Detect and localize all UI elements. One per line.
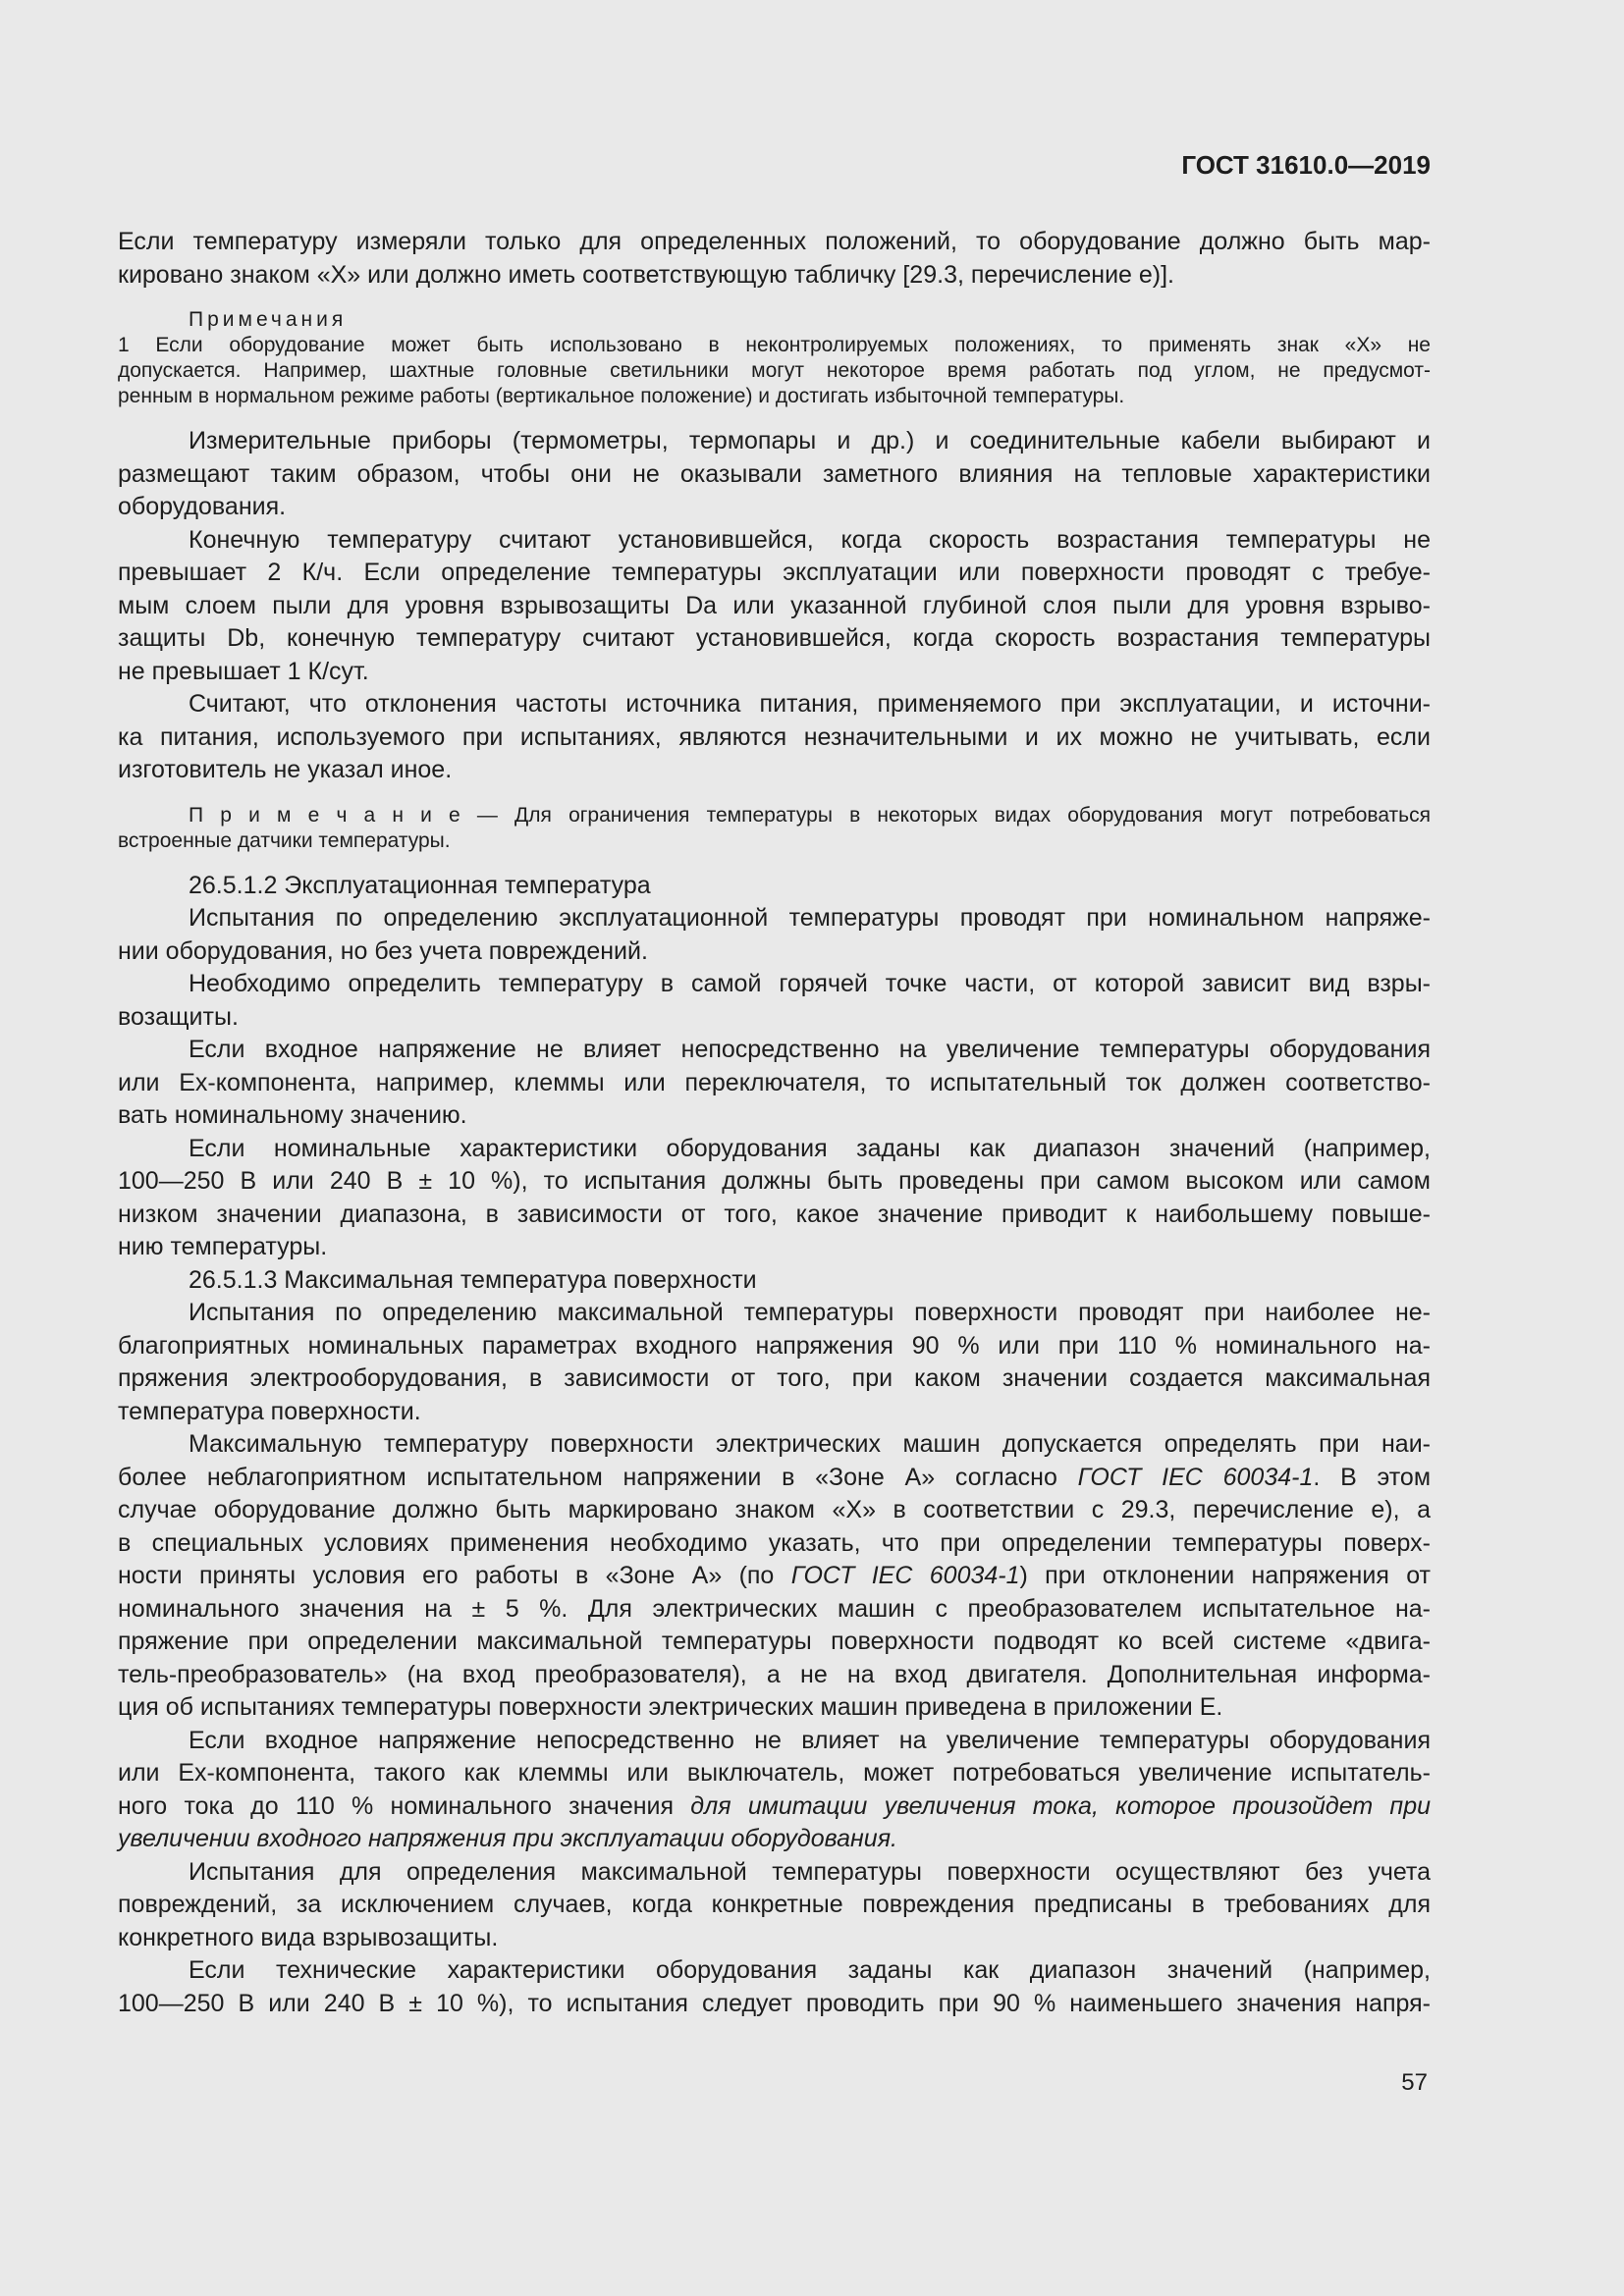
paragraph	[118, 968, 1431, 1034]
text-line	[118, 226, 1431, 259]
text-run: 26.5.1.3 Максимальная температура поверхности	[189, 1265, 757, 1294]
text-run: ция об испытаниях температуры поверхности электрических машин приведена в приложении Е.	[118, 1693, 1223, 1721]
text-run: превышает 2 К/ч. Если определение температуры эксплуатации или поверхности проводят с требуе-	[118, 559, 1431, 586]
text-line	[118, 1626, 1431, 1659]
document-body	[118, 226, 1431, 2020]
text-line	[118, 557, 1431, 590]
text-line	[118, 1988, 1431, 2021]
text-line	[118, 1757, 1431, 1790]
section-heading	[118, 870, 1431, 903]
section-heading	[118, 1264, 1431, 1298]
text-run: размещают таким образом, чтобы они не оказывали заметного влияния на тепловые характеристики	[118, 459, 1431, 488]
italic-reference: для имитации увеличения тока, которое произойдет при	[690, 1791, 1431, 1820]
text-line	[118, 1659, 1431, 1692]
paragraph	[118, 524, 1431, 689]
text-line	[118, 1494, 1431, 1527]
text-line	[118, 1527, 1431, 1561]
text-run: или Ex-компонента, например, клеммы или переключателя, то испытательный ток должен соответство-	[118, 1068, 1431, 1096]
text-line	[118, 358, 1431, 384]
text-line	[118, 1593, 1431, 1627]
text-line	[118, 1034, 1431, 1067]
text-line	[118, 688, 1431, 721]
text-line	[118, 1462, 1431, 1495]
paragraph	[118, 1133, 1431, 1264]
block-spacer	[118, 409, 1431, 425]
text-run: ного тока до 110 % номинального значения	[118, 1791, 691, 1820]
text-run: Если входное напряжение не влияет непосредственно на увеличение температуры оборудования	[189, 1036, 1431, 1063]
text-run: случае оборудование должно быть маркировано знаком «Х» в соответствии с 29.3, перечисление е), а	[118, 1496, 1431, 1523]
note-heading: Примечания	[189, 308, 348, 331]
text-line	[118, 1001, 1431, 1035]
paragraph	[118, 1297, 1431, 1428]
text-line	[118, 1396, 1431, 1429]
block-spacer	[118, 787, 1431, 803]
text-run: благоприятных номинальных параметрах входного напряжения 90 % или при 110 % номинального на-	[118, 1331, 1431, 1360]
text-run: П р и м е ч а н и е — Для ограничения температуры в некоторых видах оборудования могут потребоваться	[189, 803, 1431, 827]
text-run: Испытания по определению эксплуатационной температуры проводят при номинальном напряже-	[189, 904, 1431, 932]
paragraph	[118, 226, 1431, 292]
note-block	[118, 803, 1431, 854]
text-line	[118, 754, 1431, 787]
text-line	[118, 1165, 1431, 1199]
text-line	[118, 384, 1431, 409]
italic-reference: увеличении входного напряжения при эксплуатации оборудования.	[118, 1825, 897, 1852]
text-line	[118, 1330, 1431, 1363]
text-line	[118, 1199, 1431, 1232]
text-run: повреждений, за исключением случаев, когда конкретные повреждения предписаны в требованиях для	[118, 1891, 1431, 1918]
italic-reference: ГОСТ IEC 60034-1	[1077, 1463, 1314, 1491]
text-line	[118, 803, 1431, 828]
text-line	[118, 902, 1431, 935]
text-line	[118, 425, 1431, 458]
text-run: мым слоем пыли для уровня взрывозащиты Da или указанной глубиной слоя пыли для уровня взрыво-	[118, 591, 1431, 619]
text-run: встроенные датчики температуры.	[118, 828, 451, 852]
text-line	[118, 1823, 1431, 1856]
paragraph	[118, 902, 1431, 968]
text-run: 1 Если оборудование может быть использовано в неконтролируемых положениях, то применять знак «Х» не	[118, 334, 1431, 356]
text-run: возащиты.	[118, 1002, 239, 1031]
text-line	[118, 1231, 1431, 1264]
text-line	[118, 1691, 1431, 1725]
text-run: более неблагоприятном испытательном напряжении в «Зоне А» согласно	[118, 1463, 1078, 1491]
paragraph	[118, 688, 1431, 787]
text-run: Измерительные приборы (термометры, термопары и др.) и соединительные кабели выбирают и	[189, 427, 1431, 454]
text-run: Испытания по определению максимальной температуры поверхности проводят при наиболее не-	[189, 1299, 1431, 1326]
text-run: Испытания для определения максимальной температуры поверхности осуществляют без учета	[189, 1857, 1431, 1886]
text-line	[118, 1297, 1431, 1330]
document-header-code: ГОСТ 31610.0—2019	[1181, 150, 1431, 180]
text-run: 100—250 В или 240 В ± 10 %), то испытания следует проводить при 90 % наименьшего значения напря-	[118, 1989, 1431, 2017]
paragraph	[118, 1034, 1431, 1133]
text-run: пряжения электрооборудования, в зависимости от того, при каком значении создается максимальная	[118, 1364, 1431, 1392]
text-line	[118, 491, 1431, 524]
text-line	[118, 1133, 1431, 1166]
text-line	[118, 259, 1431, 293]
text-line	[118, 1954, 1431, 1988]
text-run: тель-преобразователь» (на вход преобразователя), а не на вход двигателя. Дополнительная информа-	[118, 1660, 1431, 1688]
text-run: конкретного вида взрывозащиты.	[118, 1923, 499, 1951]
text-line	[118, 968, 1431, 1001]
note-block	[118, 333, 1431, 409]
text-line	[118, 1067, 1431, 1100]
text-run: Если входное напряжение непосредственно не влияет на увеличение температуры оборудования	[189, 1726, 1431, 1754]
text-run: 26.5.1.2 Эксплуатационная температура	[189, 871, 651, 899]
text-line	[118, 935, 1431, 969]
text-run: Если технические характеристики оборудования заданы как диапазон значений (например,	[189, 1956, 1431, 1984]
text-run: оборудования.	[118, 493, 287, 520]
text-run: . В этом	[1313, 1463, 1432, 1491]
text-run: Необходимо определить температуру в самой горячей точке части, от которой зависит вид взры-	[189, 970, 1431, 997]
text-run: защиты Db, конечную температуру считают установившейся, когда скорость возрастания температуры	[118, 624, 1431, 652]
text-line	[118, 590, 1431, 623]
text-run: 100—250 В или 240 В ± 10 %), то испытания должны быть проведены при самом высоком или самом	[118, 1167, 1431, 1195]
text-line	[118, 1264, 1431, 1298]
text-line	[118, 1099, 1431, 1133]
block-spacer	[118, 854, 1431, 870]
text-line	[118, 458, 1431, 492]
text-run: или Ex-компонента, такого как клеммы или выключатель, может потребоваться увеличение испытатель-	[118, 1759, 1431, 1787]
text-run: ка питания, используемого при испытаниях, являются незначительными и их можно не учитывать, если	[118, 722, 1431, 751]
paragraph	[118, 425, 1431, 524]
page-number: 57	[1401, 2069, 1428, 2096]
text-line	[118, 870, 1431, 903]
text-line	[118, 1362, 1431, 1396]
text-run: Конечную температуру считают установившейся, когда скорость возрастания температуры не	[189, 525, 1431, 554]
paragraph	[118, 1428, 1431, 1725]
text-line	[118, 524, 1431, 558]
text-line	[118, 1889, 1431, 1922]
text-run: пряжение при определении максимальной температуры поверхности подводят ко всей системе «двига-	[118, 1628, 1431, 1655]
text-run: не превышает 1 К/сут.	[118, 657, 369, 685]
text-run: в специальных условиях применения необходимо указать, что при определении температуры поверх-	[118, 1528, 1431, 1557]
text-run: ) при отклонении напряжения от	[1019, 1562, 1432, 1589]
text-run: Если температуру измеряли только для определенных положений, то оборудование должно быть мар-	[118, 228, 1431, 255]
paragraph	[118, 1725, 1431, 1856]
text-run: кировано знаком «Х» или должно иметь соответствующую табличку [29.3, перечисление е)].	[118, 260, 1175, 289]
text-run: Максимальную температуру поверхности электрических машин допускается определять при наи-	[189, 1430, 1431, 1458]
text-run: нии оборудования, но без учета повреждений.	[118, 936, 648, 965]
text-run: допускается. Например, шахтные головные светильники могут некоторое время работать под углом, не предусмот-	[118, 359, 1431, 382]
italic-reference: ГОСТ IEC 60034-1	[790, 1562, 1020, 1589]
text-run: ности приняты условия его работы в «Зоне А» (по	[118, 1562, 791, 1589]
text-line	[118, 1790, 1431, 1824]
text-line	[118, 828, 1431, 854]
paragraph	[118, 1856, 1431, 1955]
text-line	[118, 1428, 1431, 1462]
text-line	[118, 1560, 1431, 1593]
text-run: низком значении диапазона, в зависимости от того, какое значение приводит к наибольшему повыше-	[118, 1200, 1431, 1228]
text-run: нию температуры.	[118, 1233, 328, 1260]
text-line	[118, 1856, 1431, 1890]
text-line	[118, 1725, 1431, 1758]
text-run: вать номинальному значению.	[118, 1101, 467, 1129]
text-run: температура поверхности.	[118, 1397, 421, 1425]
text-run: изготовитель не указал иное.	[118, 756, 453, 783]
text-run: номинального значения на ± 5 %. Для электрических машин с преобразователем испытательное на-	[118, 1594, 1431, 1623]
text-run: Если номинальные характеристики оборудования заданы как диапазон значений (например,	[189, 1134, 1431, 1162]
text-line	[118, 333, 1431, 358]
text-line	[118, 622, 1431, 656]
block-spacer	[118, 292, 1431, 307]
text-line	[118, 721, 1431, 755]
text-line	[118, 1922, 1431, 1955]
paragraph	[118, 1954, 1431, 2020]
text-run: Считают, что отклонения частоты источника питания, применяемого при эксплуатации, и источни-	[189, 690, 1431, 718]
text-line	[118, 656, 1431, 689]
text-run: ренным в нормальном режиме работы (вертикальное положение) и достигать избыточной температуры.	[118, 385, 1125, 407]
